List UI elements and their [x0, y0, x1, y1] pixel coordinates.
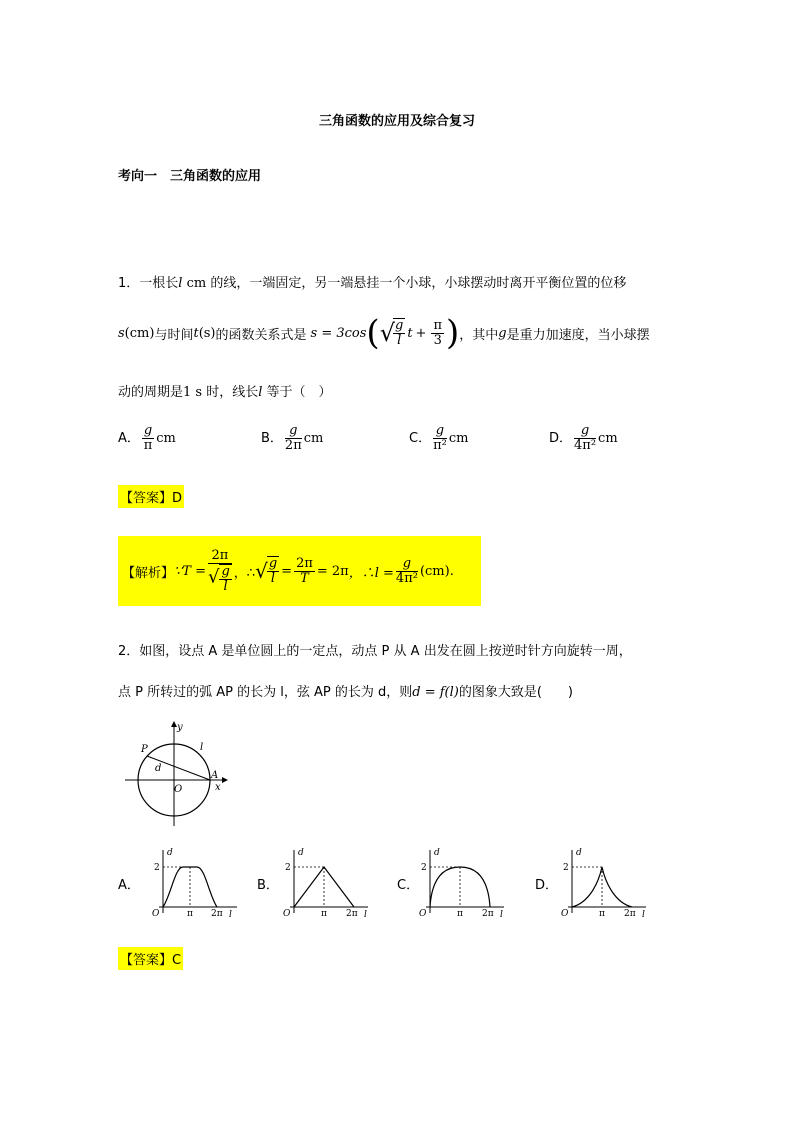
svg-text:2: 2	[421, 863, 427, 873]
label-d: d	[155, 763, 162, 774]
svg-text:2: 2	[285, 863, 291, 873]
svg-text:d: d	[298, 848, 304, 858]
svg-text:2π: 2π	[624, 909, 636, 919]
svg-text:2π: 2π	[211, 909, 223, 919]
svg-text:O: O	[152, 909, 160, 919]
svg-text:d: d	[167, 848, 173, 858]
label-o: O	[174, 784, 183, 795]
q1-line3: 动的周期是1 s 时，线长l 等于（ ）	[118, 385, 332, 400]
q2-answer: 【答案】C	[118, 947, 183, 970]
q2-option-b-graph	[282, 845, 377, 920]
q2-option-d-label: D．	[535, 878, 559, 893]
q2-option-b-label: B．	[257, 878, 279, 893]
q1-line1: 1．一根长l cm 的线，一端固定，另一端悬挂一个小球，小球摆动时离开平衡位置的位移	[118, 276, 627, 291]
label-a: A	[211, 770, 219, 781]
label-x: x	[215, 782, 221, 793]
label-l: l	[200, 742, 204, 753]
q2-option-d-graph	[560, 845, 655, 920]
svg-text:l: l	[500, 910, 503, 920]
q2-line2: 点 P 所转过的弧 AP 的长为 l，弦 AP 的长为 d，则d = f(l)的图象大致是( )	[118, 685, 573, 700]
q1-analysis: 【解析】 ∵T = 2π √ $\frac{g}{l}$ ，∴ √ $\frac{g}{l}$ = $\frac{2\pi}{T}$ = 2π ，∴l = $\frac{g}{\text{4π²}}$ (cm).	[118, 536, 481, 606]
svg-text:l: l	[642, 910, 645, 920]
svg-text:l: l	[364, 910, 367, 920]
svg-text:l: l	[229, 910, 232, 920]
svg-text:O: O	[419, 909, 427, 919]
q1-answer: 【答案】D	[118, 485, 184, 508]
svg-text:d: d	[434, 848, 440, 858]
q2-option-a-graph	[145, 845, 240, 920]
q1-option-c: C． $\frac{g}{\text{π²}}$ cm	[409, 423, 469, 453]
section-heading: 考向一 三角函数的应用	[118, 169, 262, 184]
svg-text:π: π	[321, 909, 327, 919]
label-p: P	[141, 744, 148, 755]
svg-text:π: π	[187, 909, 193, 919]
q2-option-c-label: C．	[397, 878, 420, 893]
svg-text:d: d	[576, 848, 582, 858]
svg-text:O: O	[283, 909, 291, 919]
svg-text:π: π	[599, 909, 605, 919]
q1-option-b: B． $\frac{g}{2\pi}$ cm	[261, 423, 324, 453]
q1-option-d: D． $\frac{g}{\text{4π²}}$ cm	[549, 423, 618, 453]
q2-option-a-label: A．	[118, 878, 140, 893]
page-title: 三角函数的应用及综合复习	[318, 114, 475, 129]
svg-text:2: 2	[563, 863, 569, 873]
svg-text:O: O	[561, 909, 569, 919]
unit-circle-figure	[125, 718, 235, 828]
svg-text:2: 2	[154, 863, 160, 873]
formula-s: s = 3cos	[310, 325, 367, 341]
q2-option-c-graph	[418, 845, 513, 920]
svg-text:2π: 2π	[482, 909, 494, 919]
q2-line1: 2．如图，设点 A 是单位圆上的一定点，动点 P 从 A 出发在圆上按逆时针方向旋转一周，	[118, 644, 632, 659]
svg-text:2π: 2π	[346, 909, 358, 919]
q1-option-a: A． $\frac{g}{\pi}$ cm	[118, 423, 176, 453]
q1-line2: s (cm) 与时间 t (s) 的函数关系式是 s = 3cos ( √ $\frac{g}{l}$ t + $\frac{\pi}{3}$ ) ，其中 g 是重力加速度，当小球摆	[118, 313, 650, 353]
label-y: y	[177, 722, 183, 733]
svg-text:π: π	[457, 909, 463, 919]
